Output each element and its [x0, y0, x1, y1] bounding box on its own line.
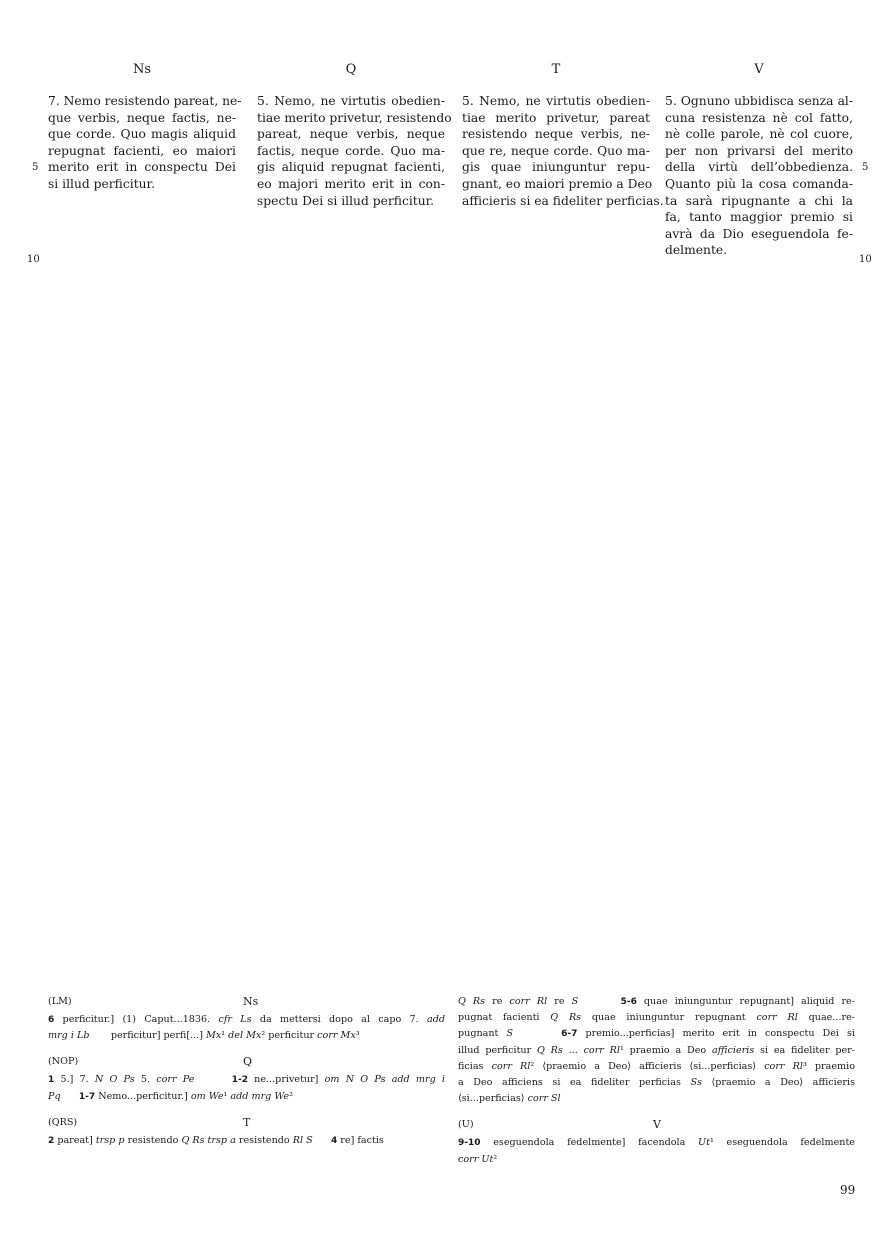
apparatus-segment: [195, 1074, 232, 1085]
apparatus-segment: Q Rs trsp a: [181, 1134, 236, 1146]
apparatus-segment: ¹: [221, 1030, 229, 1042]
text-line: que verbis, neque factis, ne-: [48, 110, 236, 125]
apparatus-segment: cfr Ls: [218, 1014, 252, 1025]
apparatus-segment: 6-7: [561, 1029, 578, 1040]
apparatus-segment: ¹ praemio a Deo: [619, 1044, 712, 1056]
apparatus-line: [458, 994, 855, 1010]
text-line: gis aliquid repugnat facienti,: [257, 160, 445, 175]
apparatus-segment: eseguendola fedelmente] facendola: [480, 1137, 699, 1149]
apparatus-heading: [48, 994, 445, 1012]
apparatus-segment: 1-7: [78, 1091, 96, 1102]
text-line: gnant, eo maiori premio a Deo: [462, 176, 653, 191]
text-line: fa, tanto maggior premio si: [665, 210, 853, 225]
apparatus-segment: si ea fideliter per-: [754, 1044, 855, 1056]
apparatus-segment: Q Rs: [550, 1012, 582, 1024]
apparatus-segment: ⟨si...perficias⟩: [458, 1093, 528, 1105]
line-number-5-right: 5: [862, 162, 869, 173]
text-line: repugnat facienti, eo maiori: [48, 143, 236, 158]
text-line: 7. Nemo resistendo pareat, ne-: [48, 94, 242, 108]
apparatus-segment: re: [547, 996, 572, 1007]
text-line: factis, neque corde. Quo ma-: [257, 143, 445, 158]
text-column-t: [462, 93, 664, 209]
apparatus-segment: 1-2: [231, 1075, 248, 1086]
apparatus-right: [458, 994, 855, 1168]
text-line: 5. Nemo, ne virtutis obedien-: [462, 94, 650, 108]
apparatus-segment: ⟨praemio a Deo⟩ afficieris: [701, 1077, 855, 1089]
witness-heading-q: Q: [345, 62, 357, 77]
text-line: 5. Ognuno ubbidisca senza al-: [665, 94, 853, 108]
text-column-q: [257, 93, 452, 209]
apparatus-segment: premio...perficias] merito erit in conspectu Dei si: [577, 1028, 855, 1040]
apparatus-segment: Q Rs: [458, 996, 486, 1007]
apparatus-segment: Ss: [690, 1077, 702, 1089]
apparatus-line: [48, 1028, 445, 1044]
apparatus-segment: Rl S: [292, 1134, 313, 1146]
apparatus-segment: 5.: [134, 1074, 157, 1086]
apparatus-segment: om We: [190, 1090, 224, 1102]
witness-heading-v: V: [754, 62, 764, 77]
apparatus-segment: 6: [48, 1015, 55, 1025]
witness-heading-ns: Ns: [132, 62, 152, 77]
apparatus-segment: Pq: [48, 1090, 61, 1102]
text-line: tiae merito privetur, resistendo: [257, 110, 452, 125]
apparatus-segment: 9-10: [458, 1138, 481, 1149]
apparatus-segment: ne...privetur]: [247, 1074, 325, 1086]
witness-heading-t: T: [551, 62, 561, 77]
witness-label: T: [243, 1115, 251, 1129]
text-line: merito erit in conspectu Dei: [48, 160, 236, 175]
apparatus-segment: del Mx: [228, 1030, 262, 1042]
apparatus-segment: [578, 996, 620, 1007]
text-line: Quanto più la cosa comanda-: [665, 176, 853, 191]
source-group: (LM): [48, 996, 72, 1007]
apparatus-segment: resistendo: [235, 1134, 293, 1146]
text-line: cuna resistenza nè col fatto,: [665, 110, 853, 125]
apparatus-segment: quae...re-: [797, 1012, 856, 1024]
witness-label: Q: [243, 1055, 253, 1069]
apparatus-heading: [48, 1115, 445, 1133]
text-line: della virtù dell’obbedienza.: [665, 160, 853, 175]
apparatus-left: [48, 994, 445, 1149]
apparatus-segment: Mx: [206, 1030, 222, 1042]
apparatus-line: [458, 1026, 855, 1042]
apparatus-line: [458, 1135, 855, 1151]
apparatus-segment: ²: [289, 1090, 293, 1102]
apparatus-line: [458, 1091, 855, 1107]
witness-label: V: [653, 1118, 661, 1132]
apparatus-segment: resistendo: [124, 1134, 182, 1146]
apparatus-segment: pugnant: [458, 1028, 507, 1040]
apparatus-segment: 4: [330, 1135, 338, 1146]
text-line: gis quae iniunguntur repu-: [462, 160, 650, 175]
apparatus-segment: Nemo...perficitur.]: [95, 1090, 191, 1102]
apparatus-segment: ³ praemio: [802, 1060, 855, 1072]
apparatus-segment: da mettersi dopo al capo 7.: [251, 1014, 427, 1025]
text-line: ta sarà ripugnante a chi la: [665, 193, 853, 208]
line-number-10-right: 10: [859, 254, 872, 265]
apparatus-segment: quae iniunguntur repugnant] aliquid re-: [636, 996, 855, 1007]
text-line: delmente.: [665, 243, 728, 258]
apparatus-line: [458, 1152, 855, 1168]
apparatus-segment: a Deo afficiens si ea fideliter perficias: [458, 1077, 691, 1089]
line-number-10-left: 10: [27, 254, 40, 265]
apparatus-line: [458, 1075, 855, 1091]
line-number-5-left: 5: [32, 162, 39, 173]
text-line: pareat, neque verbis, neque: [257, 127, 445, 142]
source-group: (NOP): [48, 1056, 79, 1068]
text-column-v: [665, 93, 853, 259]
text-line: resistendo neque verbis, ne-: [462, 127, 650, 142]
apparatus-segment: afficieris: [711, 1044, 755, 1056]
text-line: que re, neque corde. Quo ma-: [462, 143, 650, 158]
apparatus-segment: re: [485, 996, 510, 1007]
apparatus-segment: om N O Ps add mrg i: [324, 1074, 445, 1086]
apparatus-segment: corr Rl: [509, 996, 548, 1007]
apparatus-segment: quae iniunguntur repugnant: [581, 1012, 757, 1024]
text-line: nè colle parole, nè col cuore,: [665, 127, 853, 142]
apparatus-segment: add: [426, 1014, 445, 1025]
apparatus-segment: ² perficitur: [261, 1030, 318, 1042]
source-group: (QRS): [48, 1116, 78, 1128]
text-line: si illud perficitur.: [48, 176, 155, 191]
apparatus-segment: pugnat facienti: [458, 1012, 551, 1024]
apparatus-segment: [313, 1135, 331, 1146]
apparatus-segment: corr Rl: [756, 1012, 798, 1024]
page-number: 99: [840, 1183, 856, 1197]
apparatus-heading: [48, 1054, 445, 1072]
apparatus-segment: ³: [355, 1030, 360, 1042]
apparatus-segment: Ut: [698, 1137, 710, 1149]
apparatus-segment: ¹ eseguendola fedelmente: [709, 1137, 855, 1149]
apparatus-segment: ² ⟨praemio a Deo⟩ afficieris ⟨si...perficias⟩: [530, 1060, 765, 1072]
text-line: afficieris si ea fideliter perficias.: [462, 193, 664, 208]
apparatus-segment: perficitur] perfi[...]: [89, 1030, 207, 1042]
apparatus-segment: [61, 1091, 79, 1102]
text-line: per non privarsi del merito: [665, 143, 853, 158]
apparatus-segment: corr Ut: [458, 1153, 494, 1165]
apparatus-segment: corr Mx: [317, 1030, 356, 1042]
text-line: que corde. Quo magis aliquid: [48, 127, 236, 142]
apparatus-segment: 2: [48, 1135, 55, 1146]
apparatus-segment: ²: [493, 1153, 498, 1165]
apparatus-segment: 5.] 7.: [54, 1074, 95, 1086]
apparatus-segment: pareat]: [54, 1134, 96, 1146]
apparatus-segment: illud perficitur: [458, 1044, 537, 1056]
apparatus-segment: 1: [48, 1075, 55, 1086]
apparatus-segment: S: [506, 1028, 513, 1040]
source-group: (U): [458, 1119, 474, 1131]
apparatus-line: [48, 1072, 445, 1088]
text-line: spectu Dei si illud perficitur.: [257, 193, 435, 208]
apparatus-heading: [458, 1117, 855, 1135]
apparatus-segment: corr Pe: [156, 1074, 195, 1086]
apparatus-line: [48, 1133, 445, 1149]
apparatus-segment: Q Rs ... corr Rl: [537, 1044, 620, 1056]
text-line: tiae merito privetur, pareat: [462, 110, 650, 125]
witness-label: Ns: [243, 995, 259, 1008]
apparatus-segment: corr Sl: [527, 1093, 561, 1105]
apparatus-segment: ficias: [458, 1060, 492, 1072]
text-line: 5. Nemo, ne virtutis obedien-: [257, 94, 445, 108]
text-line: eo majori merito erit in con-: [257, 176, 445, 191]
apparatus-segment: mrg i Lb: [48, 1030, 90, 1042]
apparatus-line: [48, 1089, 445, 1105]
apparatus-segment: corr Rl: [491, 1060, 531, 1072]
apparatus-line: [458, 1059, 855, 1075]
apparatus-line: [48, 1012, 445, 1028]
apparatus-segment: trsp p: [95, 1134, 125, 1146]
text-column-ns: [48, 93, 242, 193]
apparatus-segment: corr Rl: [764, 1060, 803, 1072]
text-line: avrà da Dio eseguendola fe-: [665, 226, 853, 241]
apparatus-line: [458, 1043, 855, 1059]
apparatus-segment: [513, 1028, 561, 1039]
apparatus-segment: N O Ps: [94, 1074, 135, 1086]
apparatus-segment: 5-6: [620, 997, 637, 1007]
apparatus-segment: re] factis: [337, 1134, 384, 1146]
apparatus-segment: add mrg We: [230, 1090, 290, 1102]
apparatus-segment: S: [571, 996, 579, 1007]
apparatus-line: [458, 1010, 855, 1026]
apparatus-segment: perficitur.] (1) Caput...1836.: [54, 1014, 219, 1025]
apparatus-segment: ¹: [223, 1090, 231, 1102]
